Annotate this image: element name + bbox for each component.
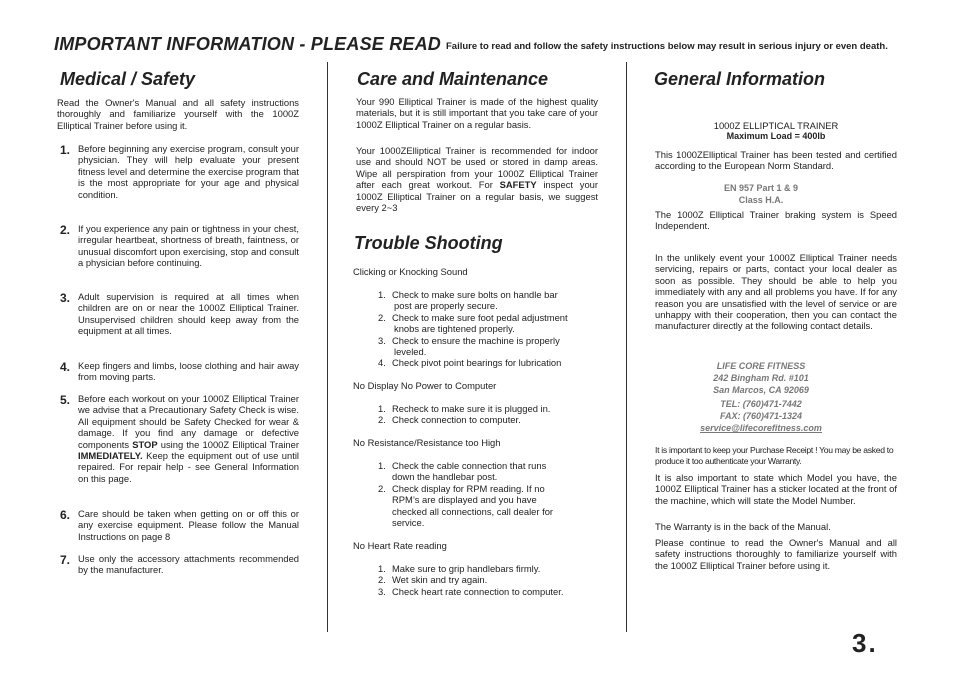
step-text: Check to make sure bolts on handle bar [392,289,558,300]
step-text: Check pivot point bearings for lubrication [392,357,562,369]
item-text: Before beginning any exercise program, consult your physician. They will help evaluate your present fitness level and determine the exercise program that is the most appropriate for your age and physical condition. [78,143,299,200]
service-text: In the unlikely event your 1000Z Elliptical Trainer needs servicing, repairs or parts, contact your local dealer as soon as possible. They should be able to help you immediately with any and all problems you have. If for any reason you are unsatisfied with the level of service or are unhappy with their cooperation, then you can contact the manufacturer directly at the following contact details. [655,252,897,332]
max-load: Maximum Load = 400lb [726,131,826,141]
company-address-1: 242 Bingham Rd. #101 [713,373,809,383]
step-text: Recheck to make sure it is plugged in. [392,403,551,414]
item-text: Adult supervision is required at all times when children are on or near the 1000Z Elliptical Trainer. Unsupervised children should keep away from the equipment at all times. [78,291,299,337]
trouble-step [378,312,608,323]
trouble-step [378,460,608,471]
company-name: LIFE CORE FITNESS [716,361,806,371]
item-text-part: using the 1000Z Elliptical Trainer [157,438,299,450]
step-number: 1. [378,460,386,471]
medical-safety-heading: Medical / Safety [60,69,196,89]
trouble-step [378,289,608,300]
company-address-2: San Marcos, CA 92069 [713,385,809,395]
step-number: 1. [378,563,386,574]
service-email-link[interactable]: service@lifecorefitness.com [700,423,822,433]
step-text: Check to ensure the machine is properly [392,334,560,346]
step-text-continued: RPM’s are displayed and you have [392,494,537,506]
trouble-step [378,586,608,597]
trouble-group-label: No Heart Rate reading [353,540,447,551]
step-number: 2. [378,311,386,323]
safety-warning: Failure to read and follow the safety instructions below may result in serious injury or even death. [446,41,888,52]
step-number: 2. [378,414,386,426]
column-divider-2 [626,62,627,632]
item-number: 3. [60,291,71,305]
care-maintenance-heading: Care and Maintenance [357,69,549,89]
receipt-note: It is important to keep your Purchase Receipt ! You may be asked to produce it too authenticate your Warranty. [655,445,894,466]
item-text: Use only the accessory attachments recommended by the manufacturer. [78,553,299,576]
item-text-part: Before each workout on your 1000Z Elliptical Trainer we advise that a Precautionary Safety Check is wise. All equipment should be Safety Checked for wear & damage. If you find any damage or defective components [78,393,299,450]
step-number: 4. [378,357,386,369]
stop-emphasis: STOP [132,438,158,450]
company-fax: FAX: (760)471-1324 [719,411,803,421]
step-number: 2. [378,574,386,586]
trouble-step [378,563,608,574]
en-class: Class H.A. [738,195,784,205]
item-number: 2. [60,223,71,237]
company-phone: TEL: (760)471-7442 [720,399,802,409]
immediately-emphasis: IMMEDIATELY. [78,450,143,462]
care-paragraph-2 [356,145,598,213]
certification-text: This 1000ZElliptical Trainer has been tested and certified according to the European Norm Standard. [655,149,897,172]
care-text-part: Your 1000ZElliptical Trainer is recommended for indoor use and should NOT be used or stored in damp areas. Wipe all perspiration from your 1000Z Elliptical Trainer after each great workout. For [356,145,598,191]
step-text-continued: down the handlebar post. [392,471,498,483]
item-number: 5. [60,393,71,407]
step-text-continued: checked all connections, call dealer for [392,505,554,517]
item-text [78,393,299,484]
item-number: 6. [60,508,71,522]
step-number: 1. [378,289,386,300]
item-text: Care should be taken when getting on or off this or any exercise equipment. Please follow the Manual Instructions on page 8 [78,508,299,542]
item-text: Keep fingers and limbs, loose clothing and hair away from moving parts. [78,360,299,383]
trouble-step [378,357,608,368]
item-number: 4. [60,360,71,374]
trouble-step [378,574,608,585]
step-text: Make sure to grip handlebars firmly. [392,563,541,574]
item-text-part: Keep the equipment out of use until repaired. For repair help - see General Information on this page. [78,450,299,484]
care-text-part: inspect your 1000Z Elliptical Trainer on a regular basis, we suggest every 2~3 [356,179,598,214]
item-number: 7. [60,553,71,567]
step-text: Check display for RPM reading. If no [392,482,545,494]
trouble-group-list [378,289,608,369]
trouble-group-list [378,403,608,426]
step-text-continued: leveled. [394,346,427,358]
trouble-group-list [378,460,608,528]
trouble-step [378,335,608,346]
column-divider-1 [327,62,328,632]
trouble-step [378,483,608,494]
trouble-group-label: No Display No Power to Computer [353,380,497,391]
model-note: It is also important to state which Model you have, the 1000Z Elliptical Trainer has a sticker located at the front of the machine, which will state the Model Number. [655,472,897,506]
trouble-step [378,403,608,414]
step-text: Check to make sure foot pedal adjustment [392,311,568,323]
trouble-group-list [378,563,608,597]
step-number: 1. [378,403,386,414]
step-text-continued: post are properly secure. [394,300,498,312]
step-text: Wet skin and try again. [392,574,488,586]
trouble-step [378,414,608,425]
step-text: Check the cable connection that runs [392,460,547,471]
item-number: 1. [60,143,71,157]
step-text: Check heart rate connection to computer. [392,585,564,597]
braking-text: The 1000Z Elliptical Trainer braking system is Speed Independent. [655,209,897,232]
continue-reading-note: Please continue to read the Owner's Manual and all safety instructions thoroughly to familiarize yourself with the 1000Z Elliptical Trainer before using it. [655,537,897,571]
trouble-shooting-heading: Trouble Shooting [354,233,503,253]
model-name: 1000Z ELLIPTICAL TRAINER [713,120,839,131]
warranty-note: The Warranty is in the back of the Manual. [655,521,831,532]
step-text: Check connection to computer. [392,414,521,426]
medical-intro: Read the Owner's Manual and all safety instructions thoroughly and familiarize yourself with the 1000Z Elliptical Trainer before using it. [57,97,299,131]
step-number: 3. [378,334,386,346]
page-number: 3. [852,628,878,658]
step-number: 3. [378,585,386,597]
step-number: 2. [378,482,386,494]
trouble-group-label: No Resistance/Resistance too High [353,437,501,448]
trouble-group-label: Clicking or Knocking Sound [353,266,468,277]
step-text-continued: service. [392,517,425,529]
step-text-continued: knobs are tightened properly. [394,323,515,335]
safety-emphasis: SAFETY [499,179,537,191]
en-standard: EN 957 Part 1 & 9 [723,183,799,193]
care-paragraph-1: Your 990 Elliptical Trainer is made of the highest quality materials, but it is still important that you take care of your 1000Z Elliptical Trainer on a regular basis. [356,96,598,130]
page-title: IMPORTANT INFORMATION - PLEASE READ [54,34,441,54]
general-information-heading: General Information [654,69,826,89]
item-text: If you experience any pain or tightness in your chest, irregular heartbeat, shortness of breath, faintness, or unusual discomfort upon exercising, stop and consult a physician before continuing. [78,223,299,269]
